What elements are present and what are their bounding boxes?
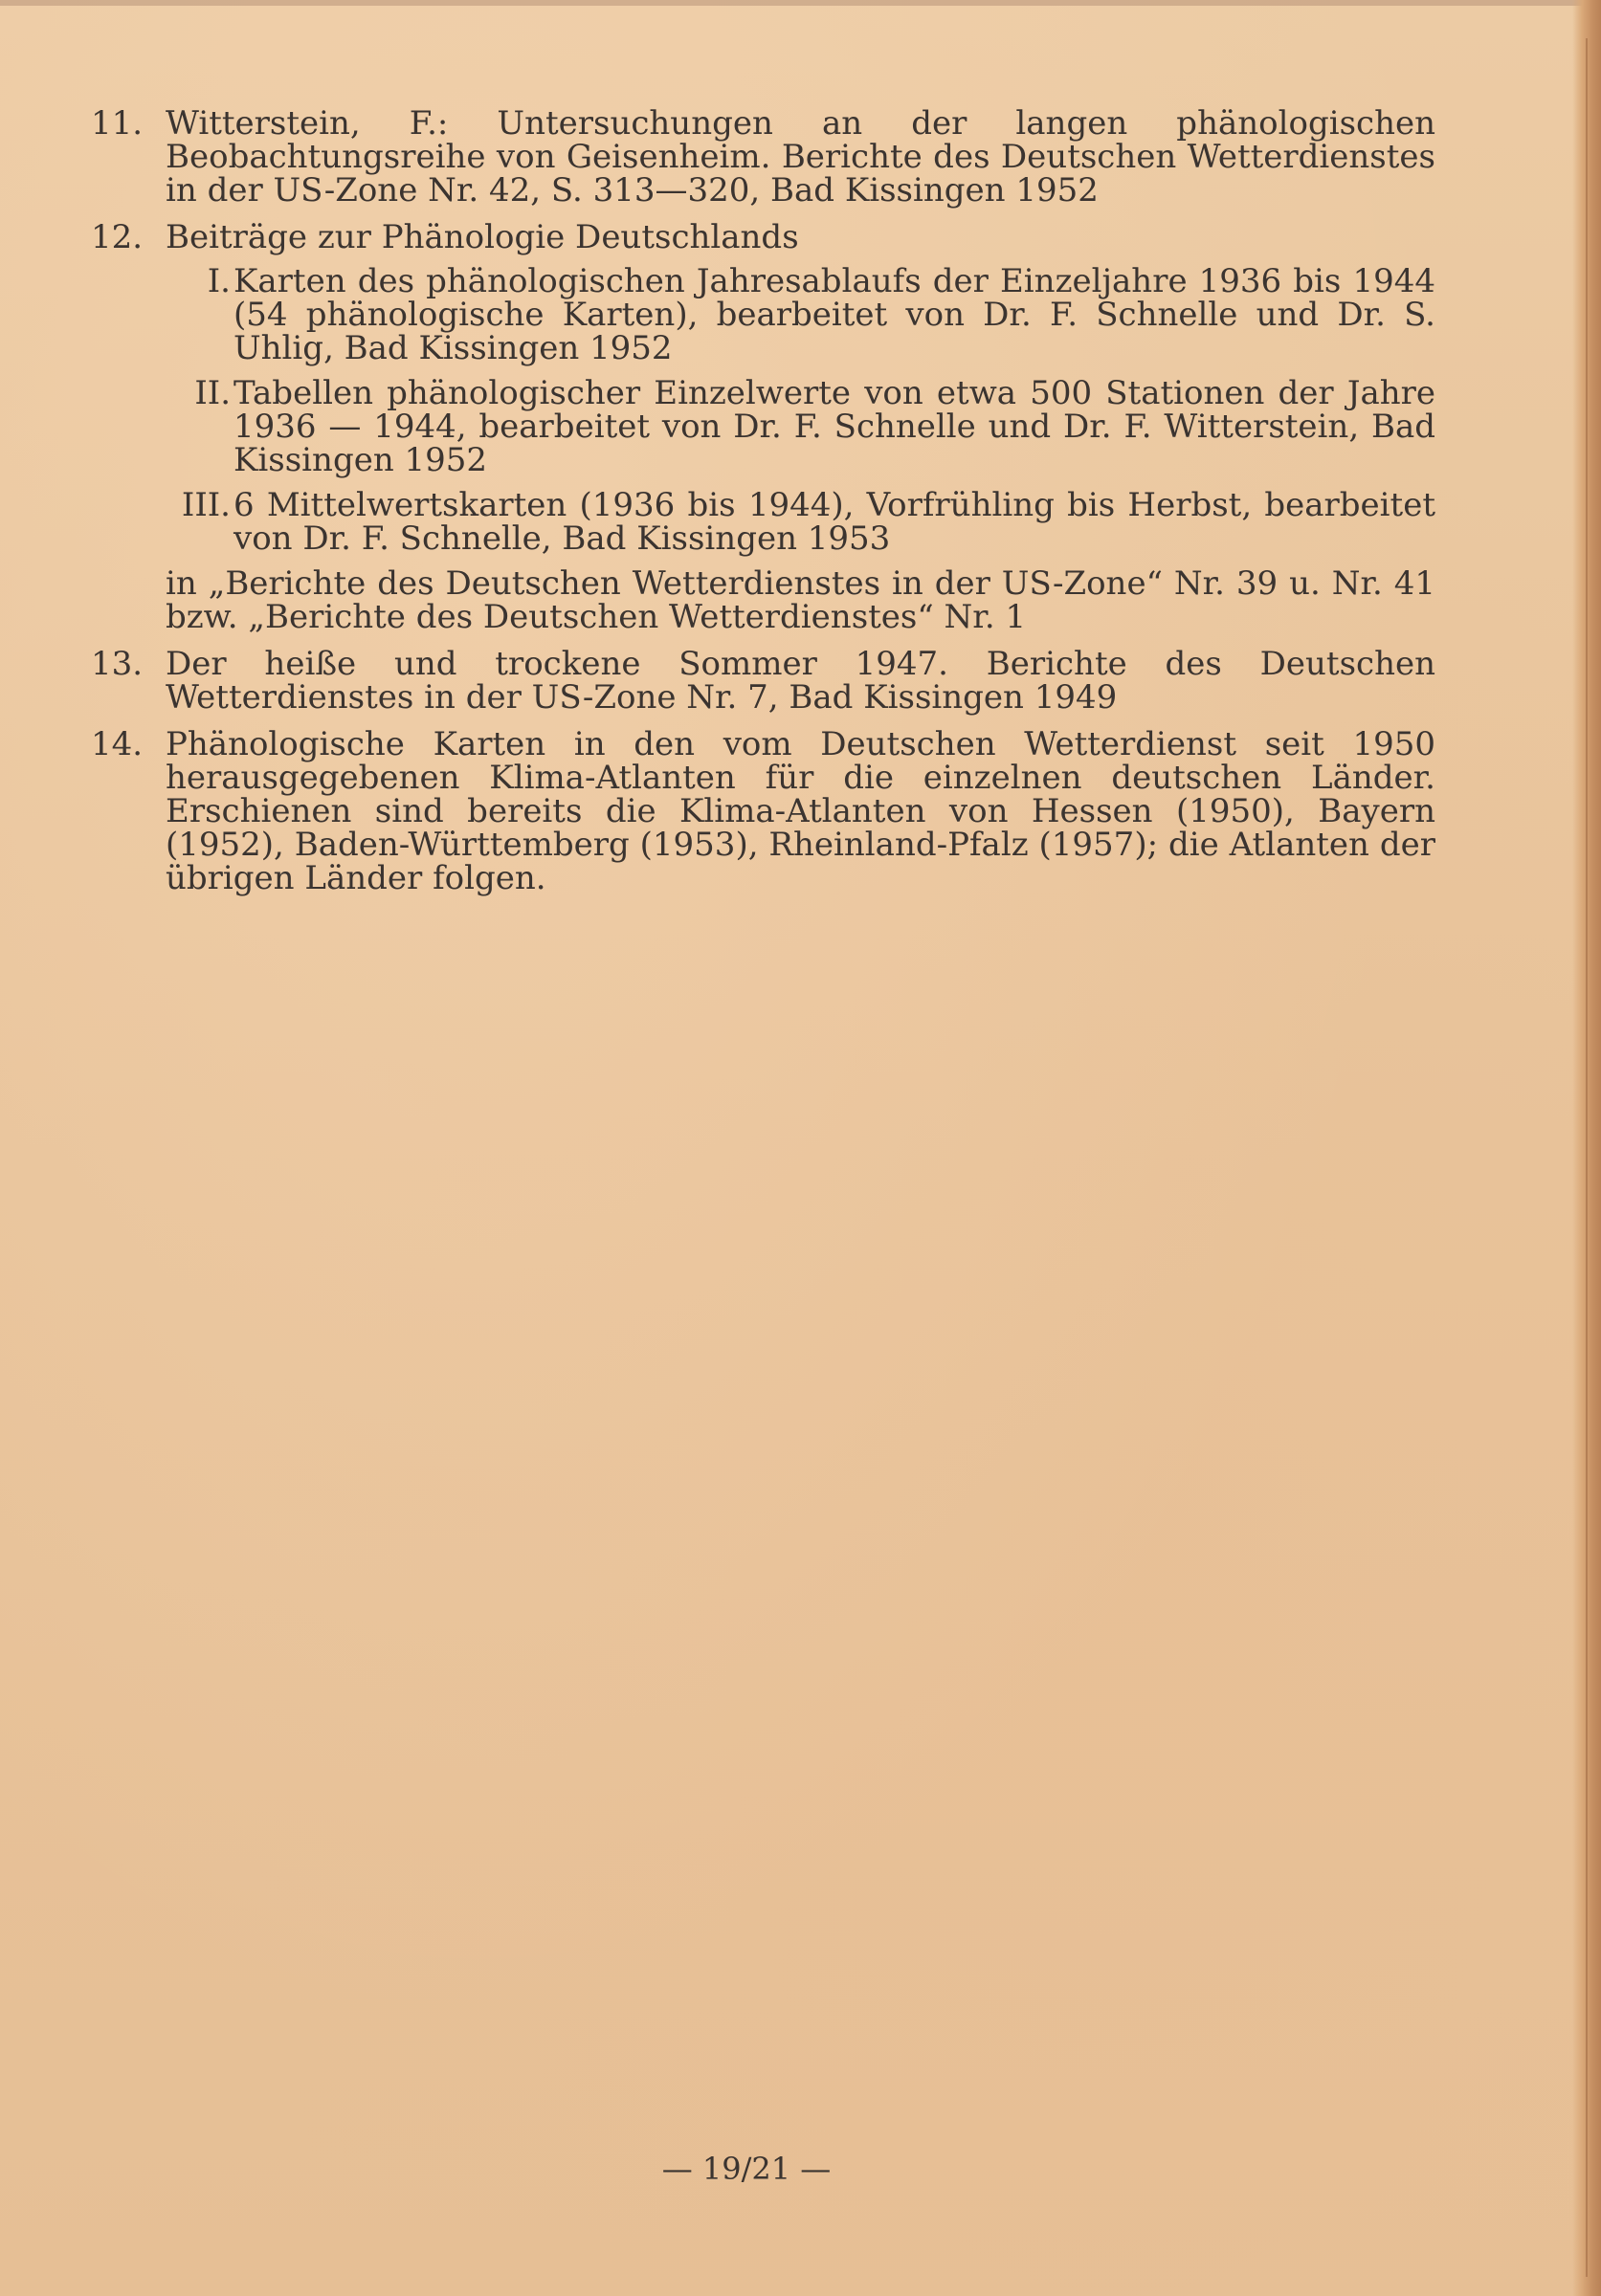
reference-title: Beiträge zur Phänologie Deutschlands xyxy=(166,218,799,256)
part-numeral: I. xyxy=(207,262,231,300)
reference-list xyxy=(91,104,1435,909)
part-text: Karten des phänologischen Jahresablaufs der Einzeljahre 1936 bis 1944 (54 phänologische Karten), bearbeitet von Dr. F. Schnelle und Dr. S. Uhlig, Bad Kissingen 1952 xyxy=(233,262,1435,367)
reference-entry-12 xyxy=(91,218,1435,636)
reference-text: Phänologische Karten in den vom Deutschen Wetterdienst seit 1950 herausgegebenen Klima-Atlanten für die einzelnen deutschen Länder. Erschienen sind bereits die Klima-Atlanten von Hessen (1950), Bayern (1952), Baden-Württemberg (1953), Rheinland-Pfalz (1957); die Atlanten der übrigen Länder folgen. xyxy=(166,725,1435,897)
part-text: 6 Mittelwertskarten (1936 bis 1944), Vorfrühling bis Herbst, bearbeitet von Dr. F. Schnelle, Bad Kissingen 1953 xyxy=(233,486,1435,558)
part-text: Tabellen phänologischer Einzelwerte von etwa 500 Stationen der Jahre 1936 — 1944, bearbeitet von Dr. F. Schnelle und Dr. F. Witterstein, Bad Kissingen 1952 xyxy=(233,374,1435,479)
reference-number: 13. xyxy=(91,645,144,683)
reference-text: Witterstein, F.: Untersuchungen an der langen phänologischen Beobachtungsreihe von Geisenheim. Berichte des Deutschen Wetterdienstes in der US-Zone Nr. 42, S. 313—320, Bad Kissingen 1952 xyxy=(166,104,1435,210)
binding-stitch-line xyxy=(1586,38,1588,2277)
reference-entry-11 xyxy=(91,104,1435,210)
part-numeral: II. xyxy=(194,374,231,412)
reference-entry-13 xyxy=(91,645,1435,717)
part-numeral: III. xyxy=(181,486,231,524)
reference-number: 12. xyxy=(91,218,144,256)
page-top-edge xyxy=(0,0,1601,6)
reference-text: Der heiße und trockene Sommer 1947. Berichte des Deutschen Wetterdienstes in der US-Zone Nr. 7, Bad Kissingen 1949 xyxy=(166,645,1435,717)
reference-part-ii xyxy=(166,374,1435,479)
reference-number: 14. xyxy=(91,725,144,763)
reference-number: 11. xyxy=(91,104,144,143)
reference-part-iii xyxy=(166,486,1435,558)
reference-part-i xyxy=(166,262,1435,367)
series-note: in „Berichte des Deutschen Wetterdienstes in der US-Zone“ Nr. 39 u. Nr. 41 bzw. „Berichte des Deutschen Wetterdienstes“ Nr. 1 xyxy=(166,564,1435,636)
reference-entry-14 xyxy=(91,725,1435,897)
page-number: — 19/21 — xyxy=(661,2151,832,2187)
